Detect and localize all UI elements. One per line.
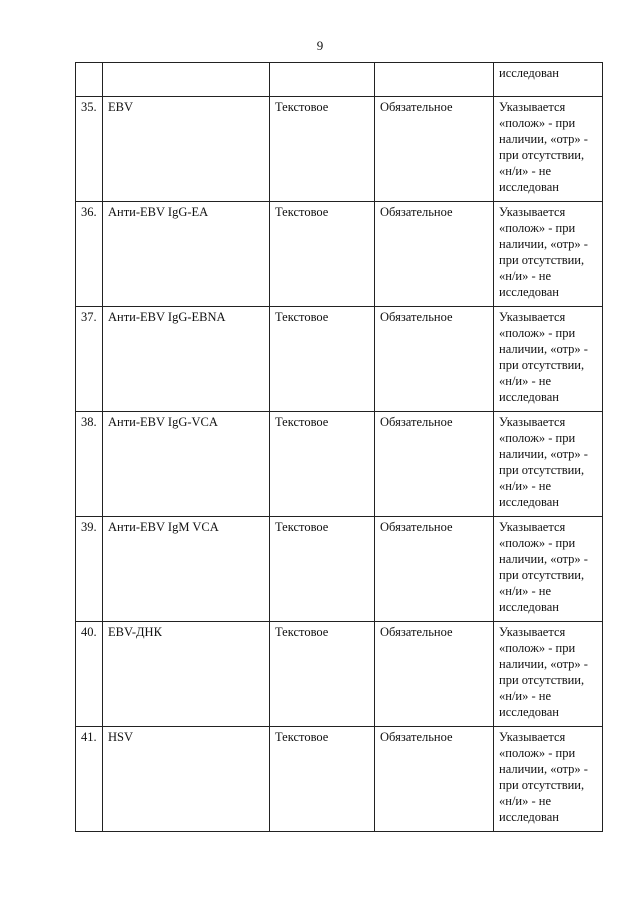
cell-requirement: Обязательное [375,622,494,727]
data-table [75,62,603,832]
cell-requirement: Обязательное [375,307,494,412]
cell-description: исследован [494,63,603,97]
cell-number [76,63,103,97]
cell-description: Указывается «полож» - при наличии, «отр» - при отсутствии, «н/и» - не исследован [494,307,603,412]
cell-type: Текстовое [270,202,375,307]
cell-name: Анти-EBV IgG-VCA [103,412,270,517]
cell-description: Указывается «полож» - при наличии, «отр» - при отсутствии, «н/и» - не исследован [494,727,603,832]
table-row [76,202,603,307]
cell-type: Текстовое [270,727,375,832]
cell-description: Указывается «полож» - при наличии, «отр» - при отсутствии, «н/и» - не исследован [494,412,603,517]
table-row-continuation [76,63,603,97]
cell-name: Анти-EBV IgG-EA [103,202,270,307]
cell-number: 38. [76,412,103,517]
cell-requirement: Обязательное [375,517,494,622]
table-row [76,727,603,832]
cell-type: Текстовое [270,307,375,412]
page-number: 9 [316,38,324,53]
table-row [76,97,603,202]
table-row [76,412,603,517]
cell-type: Текстовое [270,97,375,202]
table-row [76,517,603,622]
cell-type: Текстовое [270,622,375,727]
cell-name: HSV [103,727,270,832]
cell-description: Указывается «полож» - при наличии, «отр» - при отсутствии, «н/и» - не исследован [494,622,603,727]
cell-requirement: Обязательное [375,727,494,832]
table-row [76,622,603,727]
cell-name: Анти-EBV IgM VCA [103,517,270,622]
cell-number: 37. [76,307,103,412]
cell-description: Указывается «полож» - при наличии, «отр» - при отсутствии, «н/и» - не исследован [494,202,603,307]
cell-requirement [375,63,494,97]
cell-number: 40. [76,622,103,727]
cell-name: EBV-ДНК [103,622,270,727]
cell-number: 41. [76,727,103,832]
cell-name [103,63,270,97]
cell-name: EBV [103,97,270,202]
cell-description: Указывается «полож» - при наличии, «отр» - при отсутствии, «н/и» - не исследован [494,97,603,202]
cell-type: Текстовое [270,517,375,622]
cell-type: Текстовое [270,412,375,517]
cell-number: 39. [76,517,103,622]
cell-type [270,63,375,97]
cell-requirement: Обязательное [375,202,494,307]
table-row [76,307,603,412]
cell-description: Указывается «полож» - при наличии, «отр» - при отсутствии, «н/и» - не исследован [494,517,603,622]
cell-requirement: Обязательное [375,412,494,517]
cell-requirement: Обязательное [375,97,494,202]
cell-name: Анти-EBV IgG-EBNA [103,307,270,412]
cell-number: 35. [76,97,103,202]
cell-number: 36. [76,202,103,307]
